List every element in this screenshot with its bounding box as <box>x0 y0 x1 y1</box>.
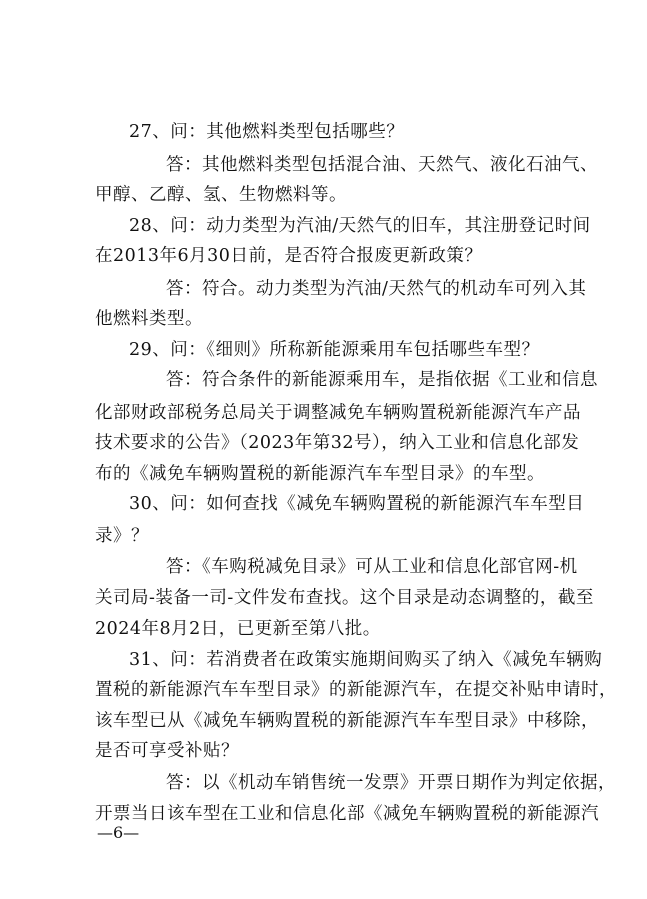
answer-30-line-1: 答：《车购税减免目录》可从工业和信息化部官网-机 <box>166 557 578 577</box>
question-31-line-4: 是否可享受补贴？ <box>95 741 239 761</box>
page-number: —6— <box>97 823 140 842</box>
question-29: 29、问：《细则》所称新能源乘用车包括哪些车型？ <box>129 340 540 360</box>
answer-29-line-4: 布的《减免车辆购置税的新能源汽车车型目录》的车型。 <box>95 464 545 484</box>
question-28-line-2: 在2013年6月30日前，是否符合报废更新政策？ <box>95 246 483 266</box>
answer-27-line-2: 甲醇、乙醇、氢、生物燃料等。 <box>95 185 347 205</box>
answer-29-line-1: 答：符合条件的新能源乘用车，是指依据《工业和信息 <box>166 370 598 390</box>
answer-28-line-2: 他燃料类型。 <box>95 309 203 329</box>
answer-29-line-3: 技术要求的公告》（2023年第32号），纳入工业和信息化部发 <box>95 433 580 453</box>
question-30-line-1: 30、问：如何查找《减免车辆购置税的新能源汽车车型目 <box>129 494 585 514</box>
question-31-line-3: 该车型已从《减免车辆购置税的新能源汽车车型目录》中移除， <box>95 711 599 731</box>
answer-30-line-2: 关司局-装备一司-文件发布查找。这个目录是动态调整的，截至 <box>95 588 594 608</box>
question-28-line-1: 28、问：动力类型为汽油/天然气的旧车，其注册登记时间 <box>129 216 591 236</box>
question-27: 27、问：其他燃料类型包括哪些？ <box>129 122 405 142</box>
answer-29-line-2: 化部财政部税务总局关于调整减免车辆购置税新能源汽车产品 <box>95 403 581 423</box>
answer-31-line-2: 开票当日该车型在工业和信息化部《减免车辆购置税的新能源汽 <box>95 804 599 824</box>
answer-30-line-3: 2024年8月2日，已更新至第八批。 <box>95 619 381 639</box>
question-30-line-2: 录》？ <box>95 526 149 546</box>
answer-31-line-1: 答：以《机动车销售统一发票》开票日期作为判定依据， <box>166 773 616 793</box>
question-31-line-2: 置税的新能源汽车车型目录》的新能源汽车，在提交补贴申请时， <box>95 680 617 700</box>
answer-28-line-1: 答：符合。动力类型为汽油/天然气的机动车可列入其 <box>166 279 587 299</box>
answer-27-line-1: 答：其他燃料类型包括混合油、天然气、液化石油气、 <box>166 155 598 175</box>
question-31-line-1: 31、问：若消费者在政策实施期间购买了纳入《减免车辆购 <box>129 650 603 670</box>
